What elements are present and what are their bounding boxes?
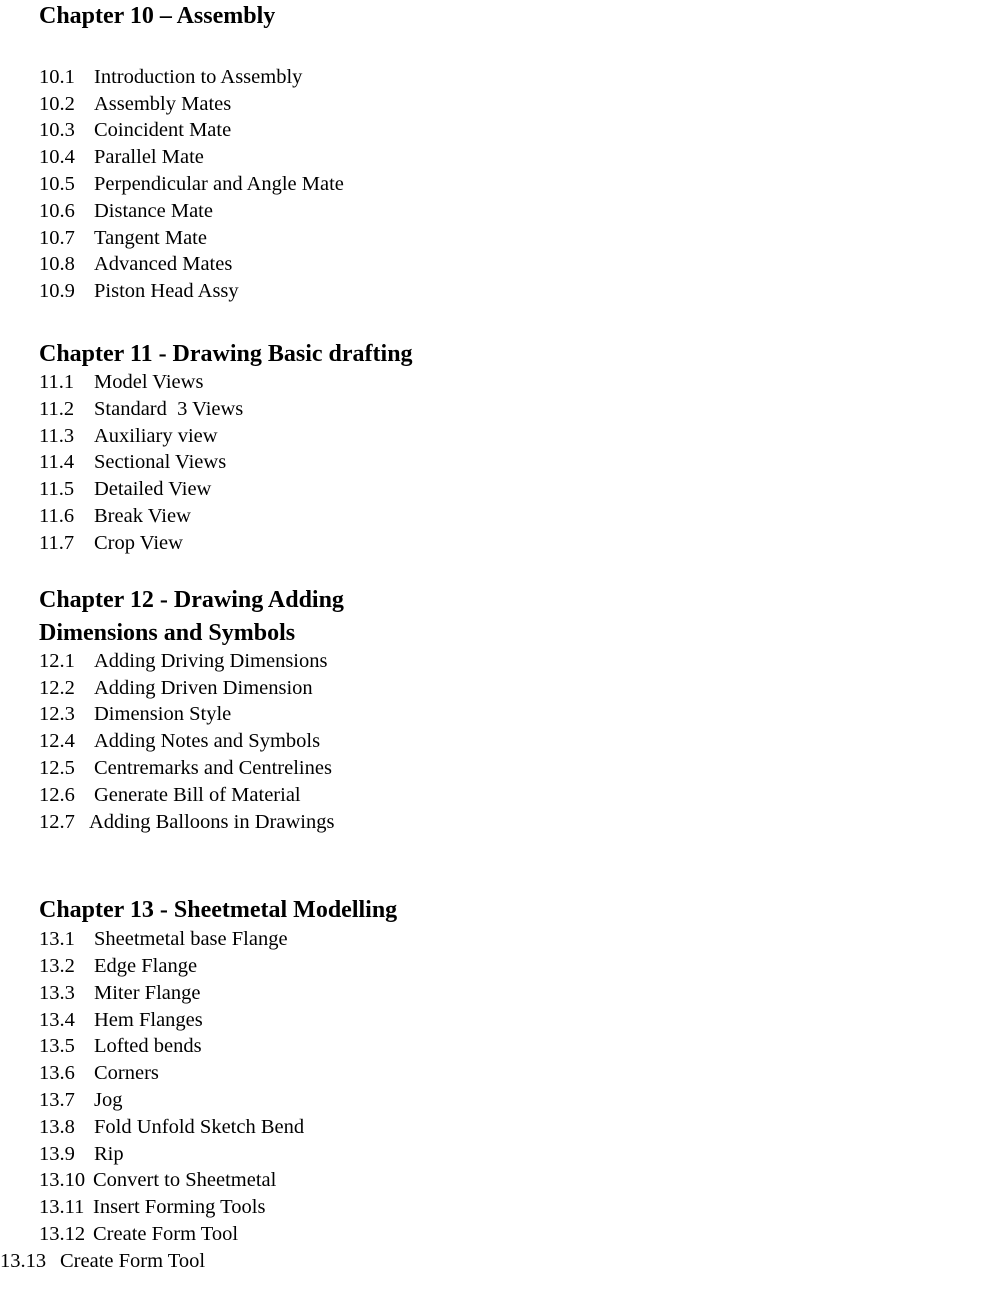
- toc-entry-label: Fold Unfold Sketch Bend: [94, 1116, 305, 1138]
- toc-entry-11-6: [39, 504, 191, 528]
- toc-entry-number: 12.3: [39, 703, 75, 725]
- toc-entry-label: Edge Flange: [94, 955, 198, 977]
- toc-entry-label: Rip: [94, 1143, 124, 1165]
- toc-entry-label: Hem Flanges: [94, 1009, 203, 1031]
- toc-entry-11-4: [39, 450, 226, 474]
- toc-entry-12-1: [39, 649, 327, 673]
- toc-entry-label: Lofted bends: [94, 1035, 202, 1057]
- toc-entry-label: Generate Bill of Material: [94, 784, 301, 806]
- toc-entry-label: Centremarks and Centrelines: [94, 757, 332, 779]
- chapter-13-heading: Chapter 13 - Sheetmetal Modelling: [39, 897, 398, 923]
- toc-entry-number: 13.2: [39, 955, 75, 977]
- toc-entry-number: 13.10: [39, 1169, 86, 1191]
- toc-entry-label: Convert to Sheetmetal: [93, 1169, 277, 1191]
- toc-entry-10-1: [39, 65, 302, 89]
- toc-entry-13-1: [39, 927, 288, 951]
- toc-entry-13-7: [39, 1088, 122, 1112]
- toc-entry-10-3: [39, 118, 231, 142]
- toc-entry-12-6: [39, 783, 301, 807]
- toc-entry-number: 11.2: [39, 398, 75, 420]
- toc-entry-number: 12.6: [39, 784, 75, 806]
- chapter-12-heading-line-1: Chapter 12 - Drawing Adding: [39, 587, 344, 613]
- toc-entry-number: 11.7: [39, 532, 75, 554]
- toc-entry-10-6: [39, 199, 213, 223]
- toc-entry-label: Miter Flange: [94, 982, 201, 1004]
- toc-entry-number: 10.6: [39, 200, 75, 222]
- toc-entry-13-6: [39, 1061, 159, 1085]
- toc-entry-number: 13.8: [39, 1116, 75, 1138]
- toc-entry-number: 10.9: [39, 280, 75, 302]
- toc-entry-10-8: [39, 252, 232, 276]
- toc-entry-number: 13.9: [39, 1143, 75, 1165]
- toc-entry-number: 11.6: [39, 505, 75, 527]
- toc-entry-label: Piston Head Assy: [94, 280, 239, 302]
- toc-entry-11-7: [39, 531, 183, 555]
- toc-entry-label: Model Views: [94, 371, 204, 393]
- toc-entry-12-7: [39, 810, 334, 834]
- toc-entry-11-2: [39, 397, 243, 421]
- toc-entry-number: 12.1: [39, 650, 75, 672]
- toc-entry-10-9: [39, 279, 239, 303]
- toc-entry-13-11: [39, 1195, 265, 1219]
- toc-entry-13-12: [39, 1222, 238, 1246]
- toc-entry-10-4: [39, 145, 204, 169]
- toc-entry-11-3: [39, 424, 218, 448]
- toc-entry-13-4: [39, 1008, 203, 1032]
- toc-entry-number: 13.11: [39, 1196, 85, 1218]
- toc-entry-10-5: [39, 172, 344, 196]
- toc-entry-label: Dimension Style: [94, 703, 232, 725]
- toc-entry-12-5: [39, 756, 332, 780]
- toc-entry-label: Coincident Mate: [94, 119, 232, 141]
- toc-entry-number: 11.1: [39, 371, 75, 393]
- toc-entry-13-10: [39, 1168, 276, 1192]
- toc-entry-number: 13.12: [39, 1223, 86, 1245]
- toc-entry-number: 11.4: [39, 451, 75, 473]
- toc-entry-number: 13.3: [39, 982, 75, 1004]
- toc-entry-number: 13.4: [39, 1009, 75, 1031]
- toc-entry-number: 12.5: [39, 757, 75, 779]
- toc-entry-number: 10.7: [39, 227, 75, 249]
- toc-entry-13-3: [39, 981, 200, 1005]
- toc-entry-label: Perpendicular and Angle Mate: [94, 173, 344, 195]
- chapter-11-heading: Chapter 11 - Drawing Basic drafting: [39, 341, 413, 367]
- toc-entry-number: 12.4: [39, 730, 75, 752]
- toc-entry-label: Tangent Mate: [94, 227, 207, 249]
- toc-entry-label: Distance Mate: [94, 200, 213, 222]
- toc-entry-13-13: [0, 1249, 205, 1273]
- toc-entry-label: Break View: [94, 505, 191, 527]
- toc-entry-13-2: [39, 954, 197, 978]
- toc-entry-10-2: [39, 92, 231, 116]
- toc-entry-13-5: [39, 1034, 202, 1058]
- toc-entry-label: Assembly Mates: [94, 93, 232, 115]
- chapter-10-heading: Chapter 10 – Assembly: [39, 3, 276, 29]
- toc-entry-number: 13.5: [39, 1035, 75, 1057]
- toc-entry-label: Sheetmetal base Flange: [94, 928, 288, 950]
- toc-entry-number: 10.8: [39, 253, 75, 275]
- toc-entry-number: 10.4: [39, 146, 75, 168]
- toc-entry-label: Crop View: [94, 532, 183, 554]
- toc-entry-label: Create Form Tool: [93, 1223, 239, 1245]
- toc-entry-label: Adding Driving Dimensions: [94, 650, 328, 672]
- toc-entry-13-8: [39, 1115, 304, 1139]
- toc-entry-label: Sectional Views: [94, 451, 227, 473]
- toc-entry-label: Corners: [94, 1062, 159, 1084]
- toc-entry-label: Insert Forming Tools: [93, 1196, 266, 1218]
- toc-entry-number: 12.2: [39, 677, 75, 699]
- toc-entry-number: 12.7: [39, 811, 75, 833]
- toc-entry-label: Auxiliary view: [94, 425, 218, 447]
- toc-entry-12-3: [39, 702, 231, 726]
- toc-entry-label: Standard 3 Views: [94, 398, 244, 420]
- toc-entry-13-9: [39, 1142, 124, 1166]
- toc-entry-number: 13.1: [39, 928, 75, 950]
- toc-entry-label: Jog: [94, 1089, 123, 1111]
- toc-entry-number: 10.2: [39, 93, 75, 115]
- toc-entry-label: Adding Balloons in Drawings: [89, 811, 335, 833]
- toc-entry-number: 10.3: [39, 119, 75, 141]
- toc-entry-label: Parallel Mate: [94, 146, 204, 168]
- toc-entry-11-1: [39, 370, 203, 394]
- toc-entry-number: 10.1: [39, 66, 75, 88]
- toc-entry-label: Adding Driven Dimension: [94, 677, 313, 699]
- toc-entry-label: Advanced Mates: [94, 253, 233, 275]
- toc-entry-number: 11.3: [39, 425, 75, 447]
- toc-entry-label: Introduction to Assembly: [94, 66, 303, 88]
- toc-entry-label: Create Form Tool: [60, 1250, 206, 1272]
- toc-entry-number: 13.13: [0, 1250, 47, 1272]
- toc-entry-number: 11.5: [39, 478, 75, 500]
- toc-entry-label: Adding Notes and Symbols: [94, 730, 321, 752]
- toc-entry-10-7: [39, 226, 207, 250]
- toc-entry-label: Detailed View: [94, 478, 212, 500]
- chapter-12-heading-line-2: Dimensions and Symbols: [39, 620, 296, 646]
- toc-entry-12-4: [39, 729, 320, 753]
- toc-entry-12-2: [39, 676, 313, 700]
- toc-entry-number: 13.6: [39, 1062, 75, 1084]
- toc-entry-number: 10.5: [39, 173, 75, 195]
- toc-entry-11-5: [39, 477, 211, 501]
- toc-entry-number: 13.7: [39, 1089, 75, 1111]
